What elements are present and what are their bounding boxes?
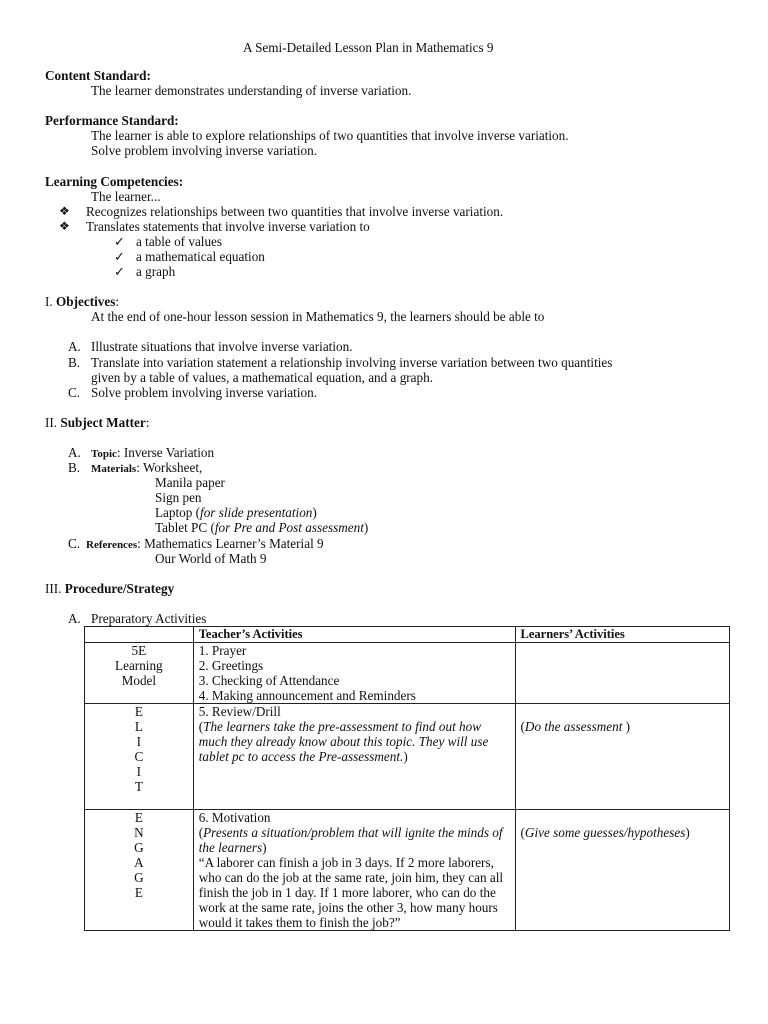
diamond-bullet-icon: ❖ — [59, 219, 70, 233]
learning-competencies-intro: The learner... — [91, 189, 161, 204]
materials-item: Tablet PC (for Pre and Post assessment) — [155, 520, 369, 535]
learner-activity-cell — [515, 643, 729, 704]
objective-item: Illustrate situations that involve inverse variation. — [91, 339, 353, 354]
phase-cell: 5E Learning Model — [85, 643, 194, 704]
objective-letter: B. — [68, 355, 81, 370]
table-header-cell — [85, 627, 194, 643]
performance-standard-line: The learner is able to explore relationships of two quantities that involve inverse variation. — [91, 128, 569, 143]
objective-letter: A. — [68, 339, 81, 354]
procedure-sub-heading: Preparatory Activities — [91, 611, 207, 626]
learner-activity-cell: (Give some guesses/hypotheses) — [515, 810, 729, 931]
page-title: A Semi-Detailed Lesson Plan in Mathematics 9 — [243, 40, 494, 55]
teacher-activity-cell: 6. Motivation (Presents a situation/problem that will ignite the minds of the learners) “A laborer can finish a job in 3 days. If 2 more laborers, who can do the job at the same rate, join him, they can all finish the job in 1 day. If 1 more laborer, who can do the work at the same rate, joins the other 3, how many hours would it takes them to finish the job?” — [193, 810, 515, 931]
competency-subitem: a graph — [136, 264, 176, 279]
checkmark-icon: ✓ — [114, 249, 125, 264]
performance-standard-heading: Performance Standard: — [45, 113, 179, 128]
objectives-intro: At the end of one-hour lesson session in Mathematics 9, the learners should be able to — [91, 309, 545, 324]
activities-table — [84, 626, 730, 931]
objective-item: Translate into variation statement a relationship involving inverse variation between two quantities — [91, 355, 613, 370]
materials-item: Sign pen — [155, 490, 202, 505]
content-standard-text: The learner demonstrates understanding of inverse variation. — [91, 83, 412, 98]
materials-item: Laptop (for slide presentation) — [155, 505, 317, 520]
learning-competencies-heading: Learning Competencies: — [45, 174, 184, 189]
performance-standard-line: Solve problem involving inverse variation. — [91, 143, 317, 158]
topic-letter: A. — [68, 445, 81, 460]
materials-item: Manila paper — [155, 475, 225, 490]
table-header-row — [85, 627, 730, 643]
phase-cell-elicit: E L I C I T — [85, 704, 194, 810]
table-header-cell: Teacher’s Activities — [193, 627, 515, 643]
references-letter: C. — [68, 536, 81, 551]
competency-item: Recognizes relationships between two quantities that involve inverse variation. — [86, 204, 504, 219]
objective-item: Solve problem involving inverse variation. — [91, 385, 317, 400]
materials-line: Materials: Worksheet, — [91, 460, 203, 475]
competency-subitem: a table of values — [136, 234, 223, 249]
table-row — [85, 810, 730, 931]
objectives-heading: I. Objectives: — [45, 294, 119, 309]
materials-letter: B. — [68, 460, 81, 475]
objective-letter: C. — [68, 385, 81, 400]
checkmark-icon: ✓ — [114, 264, 125, 279]
references-line: References: Mathematics Learner’s Material 9 — [86, 536, 324, 551]
procedure-sub-letter: A. — [68, 611, 81, 626]
teacher-activity-cell: 1. Prayer 2. Greetings 3. Checking of Attendance 4. Making announcement and Reminders — [193, 643, 515, 704]
learner-activity-cell: (Do the assessment ) — [515, 704, 729, 810]
procedure-heading: III. Procedure/Strategy — [45, 581, 175, 596]
diamond-bullet-icon: ❖ — [59, 204, 70, 218]
table-row — [85, 704, 730, 810]
subject-matter-heading: II. Subject Matter: — [45, 415, 150, 430]
phase-cell-engage: E N G A G E — [85, 810, 194, 931]
objective-item-continued: given by a table of values, a mathematical equation, and a graph. — [91, 370, 434, 385]
table-header-cell: Learners’ Activities — [515, 627, 729, 643]
table-row — [85, 643, 730, 704]
topic-line: Topic: Inverse Variation — [91, 445, 215, 460]
checkmark-icon: ✓ — [114, 234, 125, 249]
content-standard-heading: Content Standard: — [45, 68, 151, 83]
teacher-activity-cell: 5. Review/Drill (The learners take the pre-assessment to find out how much they already know about this topic. They will use tablet pc to access the Pre-assessment.) — [193, 704, 515, 810]
references-item: Our World of Math 9 — [155, 551, 267, 566]
competency-subitem: a mathematical equation — [136, 249, 265, 264]
competency-item: Translates statements that involve inverse variation to — [86, 219, 370, 234]
